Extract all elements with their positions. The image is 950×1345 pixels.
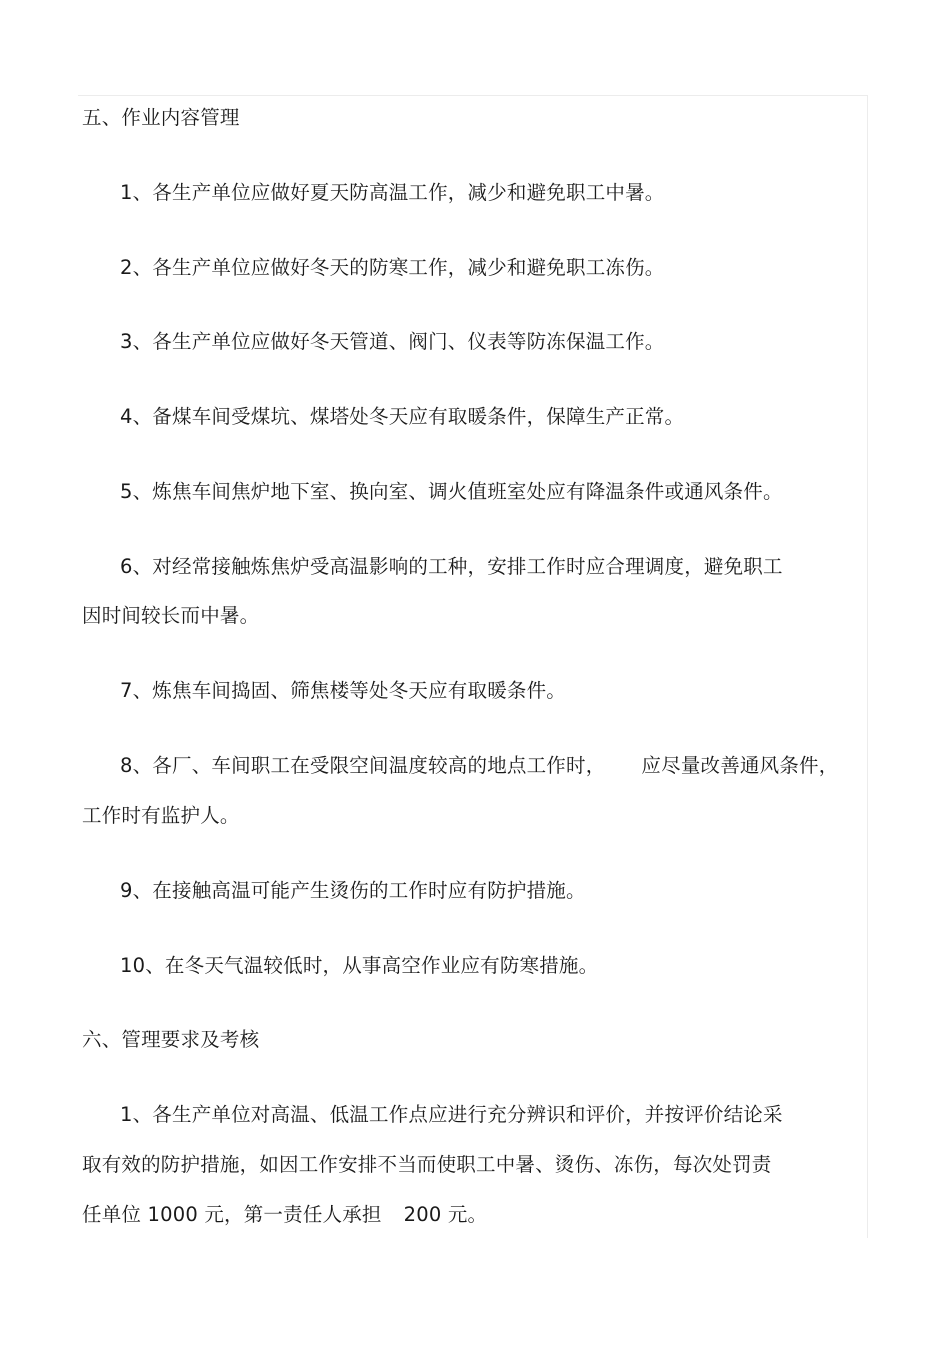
section-5-item-1: 1、各生产单位应做好夏天防高温工作，减少和避免职工中暑。 (120, 181, 665, 204)
section-5-item-5: 5、炼焦车间焦炉地下室、换向室、调火值班室处应有降温条件或通风条件。 (120, 480, 783, 503)
section-6-item-1-line-3-part-a: 任单位 1000 元，第一责任人承担 (82, 1203, 382, 1226)
section-5-item-9: 9、在接触高温可能产生烫伤的工作时应有防护措施。 (120, 879, 586, 902)
section-6-item-1-line-3 (82, 1202, 487, 1228)
section-5-item-8-line-2: 工作时有监护人。 (82, 804, 240, 827)
section-5-item-7: 7、炼焦车间捣固、筛焦楼等处冬天应有取暖条件。 (120, 679, 567, 702)
section-5-item-8-line-1 (120, 753, 838, 779)
section-5-item-10: 10、在冬天气温较低时，从事高空作业应有防寒措施。 (120, 954, 599, 977)
section-5-item-8-line-1-part-a: 8、各厂、车间职工在受限空间温度较高的地点工作时， (120, 754, 606, 777)
section-5-item-4: 4、备煤车间受煤坑、煤塔处冬天应有取暖条件，保障生产正常。 (120, 405, 685, 428)
section-5-item-6-line-1: 6、对经常接触炼焦炉受高温影响的工种，安排工作时应合理调度，避免职工 (120, 555, 783, 578)
section-5-item-8-line-1-part-b: 应尽量改善通风条件， (641, 754, 839, 777)
section-6-heading: 六、管理要求及考核 (82, 1028, 260, 1051)
section-5-item-3: 3、各生产单位应做好冬天管道、阀门、仪表等防冻保温工作。 (120, 330, 665, 353)
section-6-item-1-line-2: 取有效的防护措施，如因工作安排不当而使职工中暑、烫伤、冻伤，每次处罚责 (82, 1153, 772, 1176)
section-6-item-1-line-1: 1、各生产单位对高温、低温工作点应进行充分辨识和评价，并按评价结论采 (120, 1103, 783, 1126)
section-5-item-2: 2、各生产单位应做好冬天的防寒工作，减少和避免职工冻伤。 (120, 256, 665, 279)
section-5-heading: 五、作业内容管理 (82, 106, 240, 129)
section-5-item-6-line-2: 因时间较长而中暑。 (82, 604, 260, 627)
section-6-item-1-line-3-part-b: 200 元。 (403, 1203, 488, 1226)
